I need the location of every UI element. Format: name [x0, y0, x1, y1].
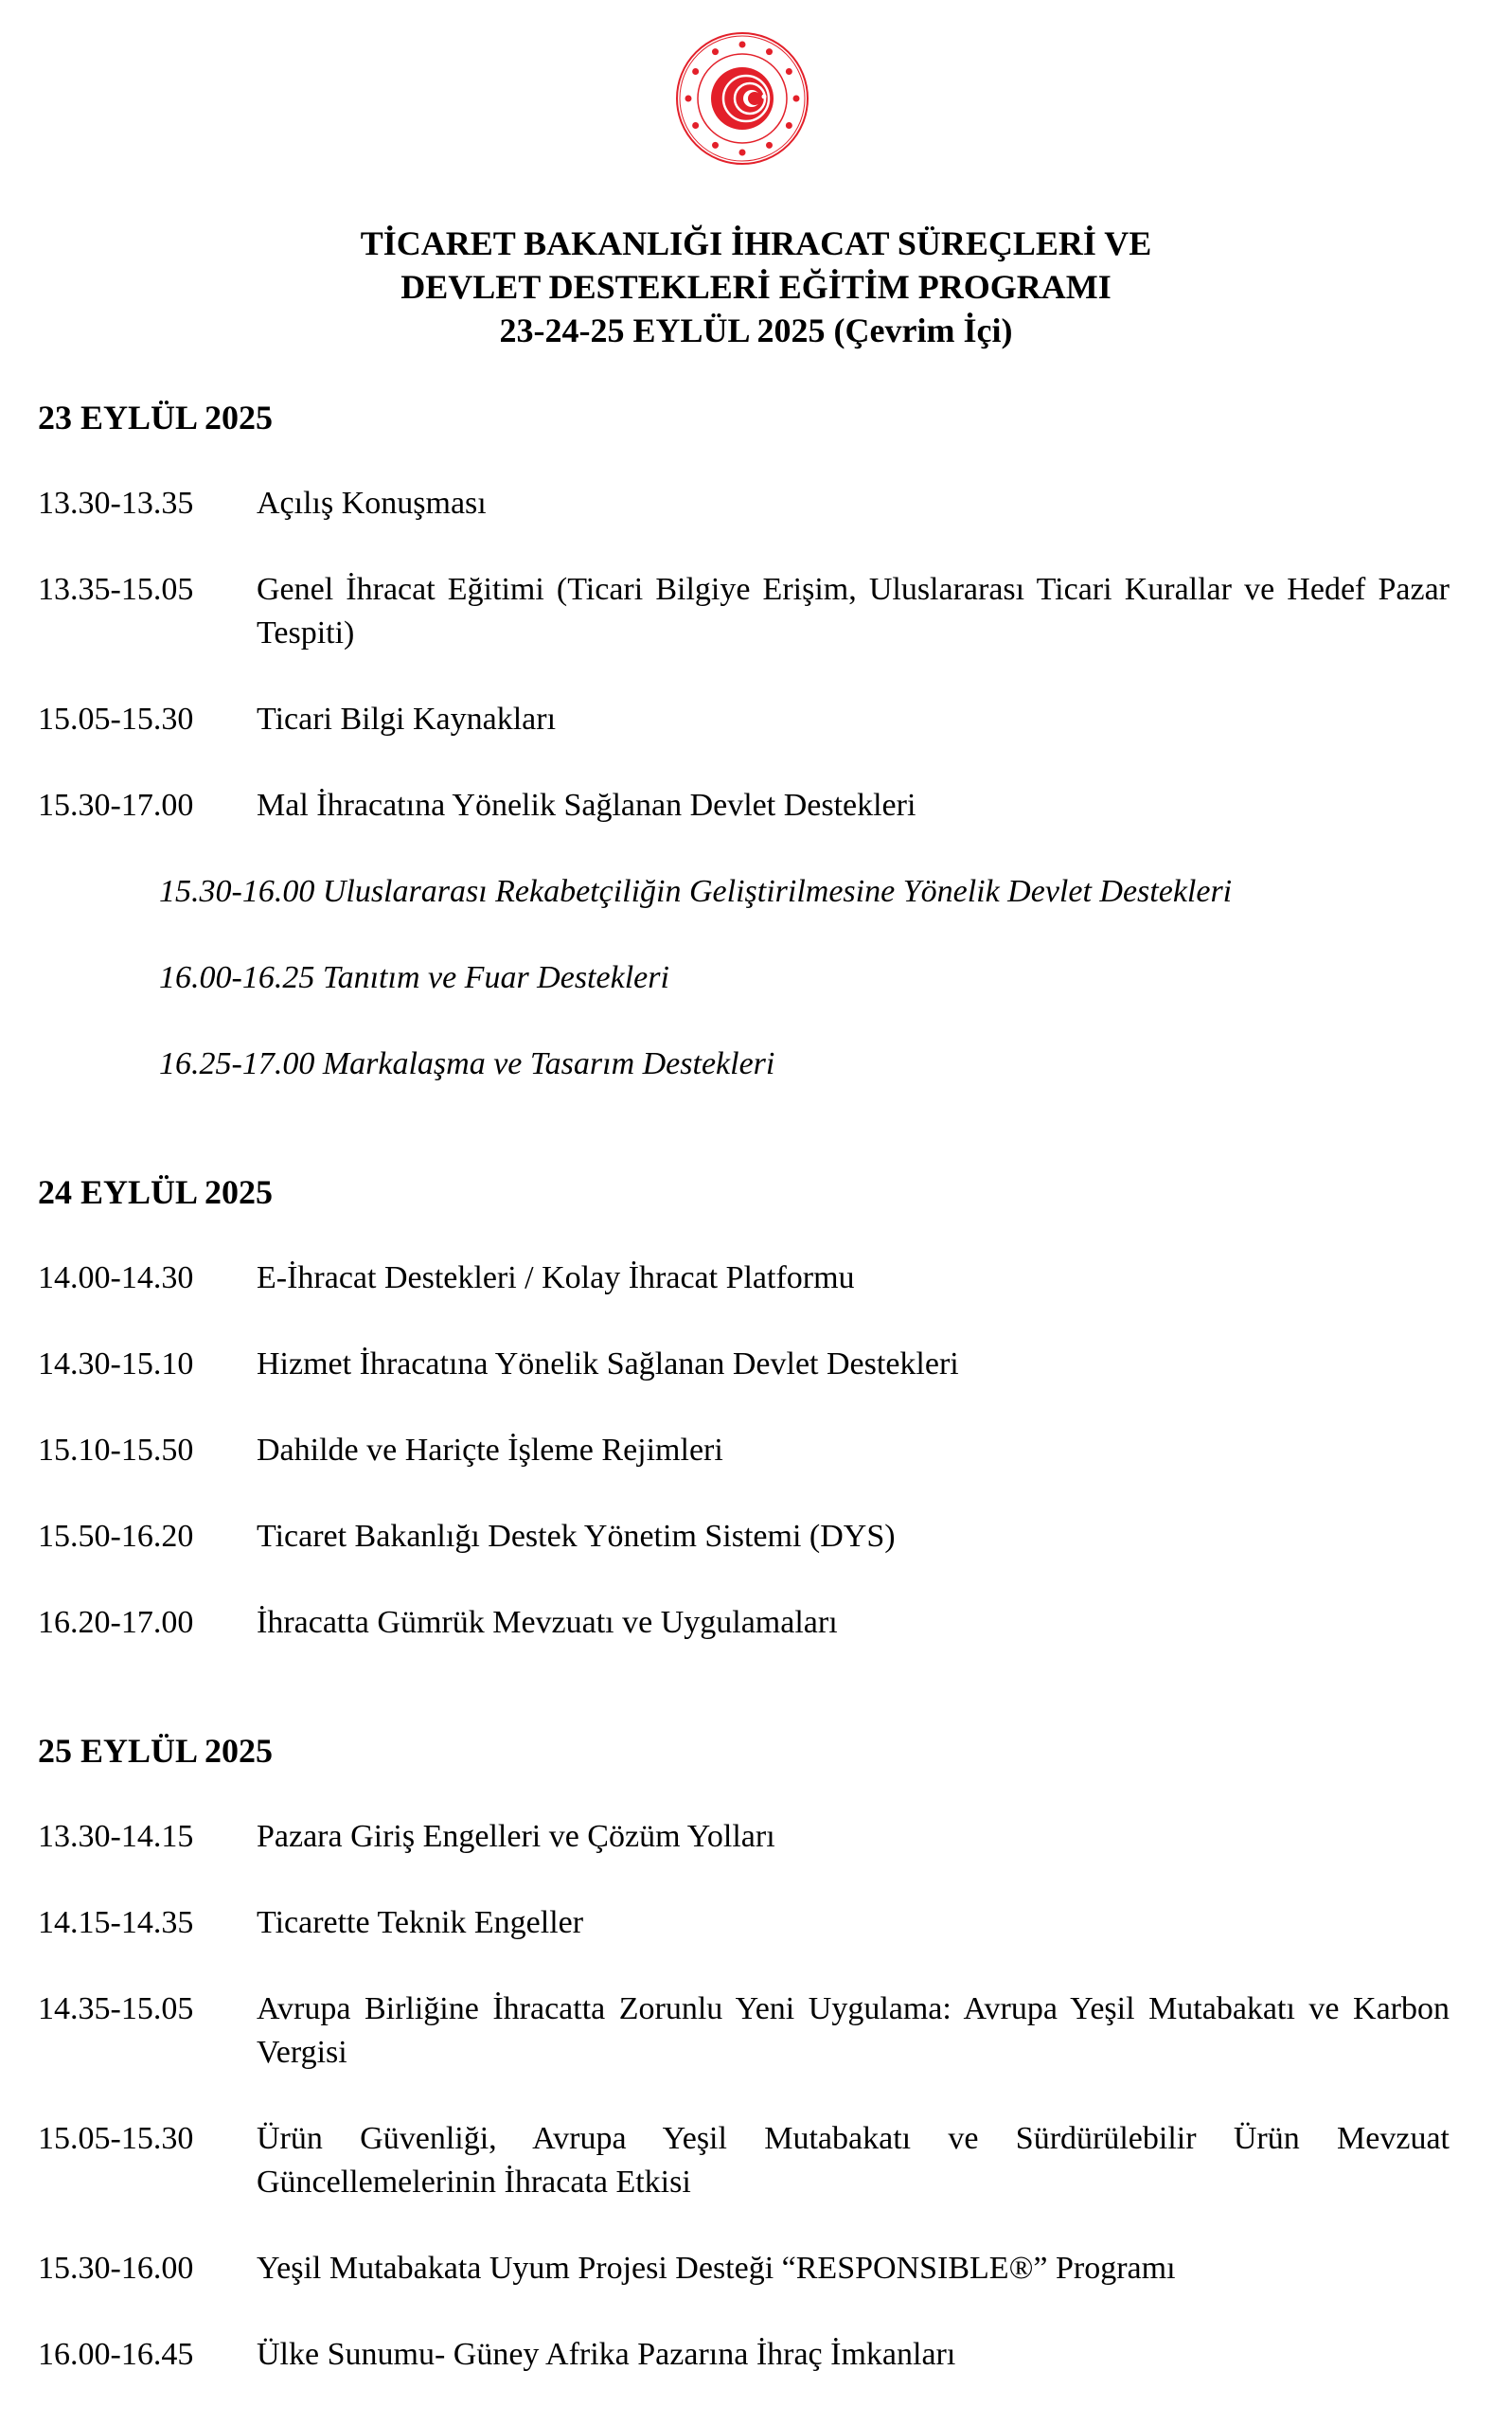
- schedule-item: [38, 1987, 1450, 2075]
- schedule-item: [38, 698, 1450, 741]
- star-icon: [712, 48, 719, 55]
- schedule: [38, 396, 1450, 2419]
- schedule-item: [38, 1901, 1450, 1945]
- item-time: 15.05-15.30: [38, 2121, 194, 2156]
- title-line: TİCARET BAKANLIĞI İHRACAT SÜREÇLERİ VE: [360, 224, 1152, 262]
- star-icon: [739, 150, 746, 156]
- item-time: 15.50-16.20: [38, 1519, 194, 1554]
- schedule-item: [38, 1257, 1450, 1300]
- schedule-item: [38, 2117, 1450, 2204]
- item-title: Hizmet İhracatına Yönelik Sağlanan Devlet Destekleri: [257, 1346, 959, 1381]
- document-title: [0, 222, 1512, 352]
- day-heading: 24 EYLÜL 2025: [38, 1173, 274, 1211]
- item-title: Ticarette Teknik Engeller: [257, 1905, 584, 1940]
- item-time: 16.20-17.00: [38, 1605, 194, 1640]
- schedule-item: [38, 1515, 1450, 1559]
- item-title: Pazara Giriş Engelleri ve Çözüm Yolları: [257, 1819, 775, 1854]
- item-title: Ticari Bilgi Kaynakları: [257, 702, 557, 737]
- day-heading: 23 EYLÜL 2025: [38, 399, 274, 437]
- item-title: Avrupa Birliğine İhracatta Zorunlu Yeni Uygulama: Avrupa Yeşil Mutabakatı ve Karbon Vergisi: [257, 1991, 1450, 2070]
- item-title: Yeşil Mutabakata Uyum Projesi Desteği “RESPONSIBLE®” Programı: [257, 2251, 1176, 2286]
- item-time: 13.30-13.35: [38, 486, 194, 521]
- star-icon: [766, 48, 773, 55]
- star-icon: [685, 96, 692, 102]
- schedule-item: [38, 1601, 1450, 1645]
- item-time: 13.35-15.05: [38, 572, 194, 607]
- item-title: Ülke Sunumu- Güney Afrika Pazarına İhraç İmkanları: [257, 2337, 956, 2372]
- item-time: 14.15-14.35: [38, 1905, 194, 1940]
- item-time: 14.00-14.30: [38, 1260, 194, 1295]
- item-title: Mal İhracatına Yönelik Sağlanan Devlet Destekleri: [257, 788, 916, 823]
- schedule-item: [38, 482, 1450, 526]
- schedule-subitem: 16.00-16.25 Tanıtım ve Fuar Destekleri: [159, 960, 669, 995]
- seal-icon: [674, 30, 810, 167]
- item-time: 15.10-15.50: [38, 1433, 194, 1468]
- star-icon: [692, 122, 699, 129]
- star-icon: [766, 142, 773, 149]
- star-icon: [793, 96, 800, 102]
- star-icon: [739, 42, 746, 48]
- item-time: 13.30-14.15: [38, 1819, 194, 1854]
- schedule-item: [38, 2247, 1450, 2290]
- day-section: [38, 1729, 1450, 2377]
- item-time: 15.05-15.30: [38, 702, 194, 737]
- star-icon: [692, 68, 699, 75]
- schedule-subitem: 16.25-17.00 Markalaşma ve Tasarım Destekleri: [159, 1046, 775, 1081]
- item-title: Açılış Konuşması: [257, 486, 487, 521]
- schedule-item: [38, 2333, 1450, 2377]
- item-title: Dahilde ve Hariçte İşleme Rejimleri: [257, 1433, 723, 1468]
- item-time: 15.30-16.00: [38, 2251, 194, 2286]
- schedule-item: [38, 1343, 1450, 1386]
- schedule-subitem: 15.30-16.00 Uluslararası Rekabetçiliğin Geliştirilmesine Yönelik Devlet Destekleri: [159, 874, 1233, 909]
- item-title: Genel İhracat Eğitimi (Ticari Bilgiye Erişim, Uluslararası Ticari Kurallar ve Hedef Pazar Tespiti): [257, 572, 1450, 651]
- day-heading: 25 EYLÜL 2025: [38, 1732, 274, 1770]
- item-title: Ürün Güvenliği, Avrupa Yeşil Mutabakatı ve Sürdürülebilir Ürün Mevzuat Güncellemelerinin İhracata Etkisi: [257, 2121, 1450, 2200]
- day-section: [38, 396, 1450, 1086]
- item-title: Ticaret Bakanlığı Destek Yönetim Sistemi (DYS): [257, 1519, 896, 1554]
- star-icon: [786, 68, 792, 75]
- day-section: [38, 1170, 1450, 1645]
- star-icon: [712, 142, 719, 149]
- schedule-item: [38, 1815, 1450, 1859]
- schedule-item: [38, 784, 1450, 828]
- item-title: E-İhracat Destekleri / Kolay İhracat Platformu: [257, 1260, 855, 1295]
- item-time: 15.30-17.00: [38, 788, 194, 823]
- item-time: 16.00-16.45: [38, 2337, 194, 2372]
- item-time: 14.30-15.10: [38, 1346, 194, 1381]
- schedule-item: [38, 1429, 1450, 1472]
- schedule-item: [38, 568, 1450, 655]
- ministry-seal-logo: [674, 30, 810, 167]
- title-line: DEVLET DESTEKLERİ EĞİTİM PROGRAMI: [400, 268, 1112, 306]
- item-time: 14.35-15.05: [38, 1991, 194, 2026]
- star-icon: [786, 122, 792, 129]
- item-title: İhracatta Gümrük Mevzuatı ve Uygulamaları: [257, 1605, 838, 1640]
- title-line: 23-24-25 EYLÜL 2025 (Çevrim İçi): [499, 312, 1013, 349]
